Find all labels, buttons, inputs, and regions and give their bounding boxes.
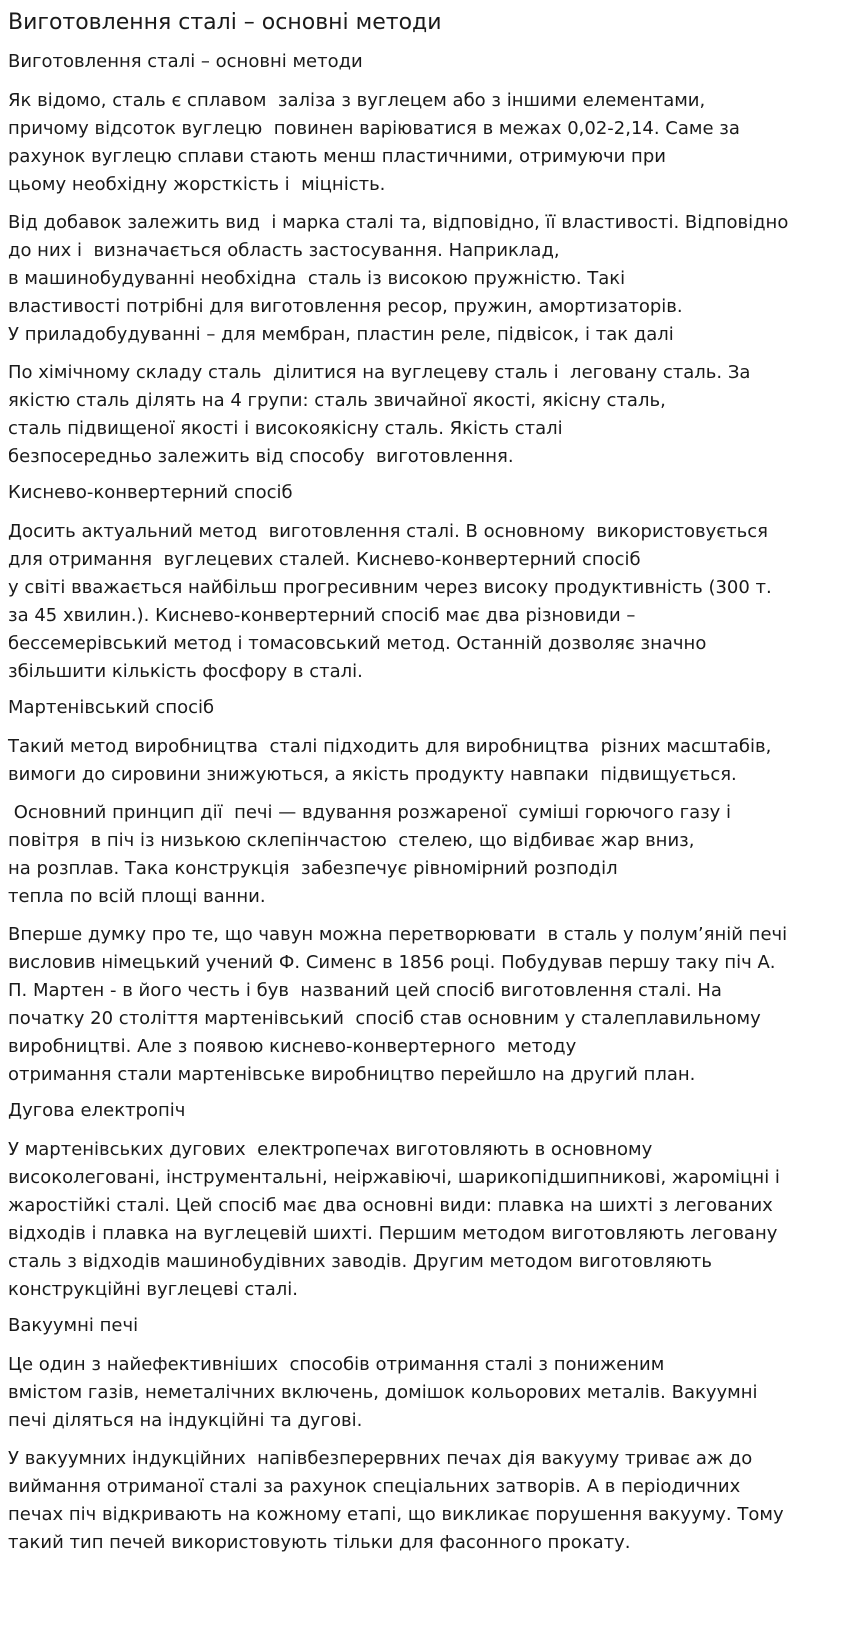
paragraph-line: причому відсоток вуглецю повинен варіюватися в межах 0,02-2,14. Саме за <box>8 118 740 139</box>
paragraph-line: за 45 хвилин.). Киснево-конвертерний спосіб має два різновиди – <box>8 605 636 626</box>
section-heading: Виготовлення сталі – основні методи <box>8 51 363 72</box>
section-heading: Вакуумні печі <box>8 1315 139 1336</box>
paragraph-line: для отримання вуглецевих сталей. Киснево-конвертерний спосіб <box>8 549 641 570</box>
paragraph-line: У приладобудуванні – для мембран, пластин реле, підвісок, і так далі <box>8 324 674 345</box>
paragraph-line: По хімічному складу сталь ділитися на вуглецеву сталь і леговану сталь. За <box>8 362 751 383</box>
paragraph-line: Це один з найефективніших способів отримання сталі з пониженим <box>8 1354 665 1375</box>
paragraph-line: цьому необхідну жорсткість і міцність. <box>8 174 386 195</box>
paragraph-line: виробництві. Але з появою киснево-конвертерного методу <box>8 1036 577 1057</box>
paragraph-line: властивості потрібні для виготовлення ресор, пружин, амортизаторів. <box>8 296 683 317</box>
paragraph <box>8 1351 839 1435</box>
paragraph-line: збільшити кількість фосфору в сталі. <box>8 661 363 682</box>
paragraph-line: у світі вважається найбільш прогресивним через високу продуктивність (300 т. <box>8 577 772 598</box>
paragraph-line: сталь підвищеної якості і високоякісну сталь. Якість сталі <box>8 418 563 439</box>
paragraph-line: відходів і плавка на вуглецевій шихті. Першим методом виготовляють леговану <box>8 1223 778 1244</box>
paragraph <box>8 1136 839 1304</box>
paragraph-line: в машинобудуванні необхідна сталь із високою пружністю. Такі <box>8 268 626 289</box>
paragraph-line: У мартенівських дугових електропечах виготовляють в основному <box>8 1139 653 1160</box>
article-body <box>8 50 839 1557</box>
paragraph-line: конструкційні вуглецеві сталі. <box>8 1279 299 1300</box>
paragraph-line: У вакуумних індукційних напівбезперервних печах дія вакууму триває аж до <box>8 1448 753 1469</box>
paragraph-line: Від добавок залежить вид і марка сталі та, відповідно, її властивості. Відповідно <box>8 212 789 233</box>
paragraph-line: печах піч відкривають на кожному етапі, що викликає порушення вакууму. Тому <box>8 1504 784 1525</box>
paragraph-line: тепла по всій площі ванни. <box>8 886 266 907</box>
paragraph-line: на розплав. Така конструкція забезпечує рівномірний розподіл <box>8 858 618 879</box>
section-heading: Мартенівський спосіб <box>8 697 215 718</box>
paragraph-line: бессемерівський метод і томасовський метод. Останній дозволяє значно <box>8 633 707 654</box>
paragraph-line: до них і визначається область застосування. Наприклад, <box>8 240 560 261</box>
paragraph-line: високолеговані, інструментальні, неіржавіючі, шарикопідшипникові, жароміцні і <box>8 1167 780 1188</box>
paragraph-line: Вперше думку про те, що чавун можна перетворювати в сталь у полум’яній печі <box>8 924 788 945</box>
paragraph-line: вмістом газів, неметалічних включень, домішок кольорових металів. Вакуумні <box>8 1382 758 1403</box>
paragraph <box>8 733 839 789</box>
paragraph-line: отримання стали мартенівське виробництво перейшло на другий план. <box>8 1064 696 1085</box>
paragraph <box>8 209 839 349</box>
paragraph-line: такий тип печей використовують тільки для фасонного прокату. <box>8 1532 631 1553</box>
page-title: Виготовлення сталі – основні методи <box>8 10 442 35</box>
paragraph-line: печі діляться на індукційні та дугові. <box>8 1410 363 1431</box>
paragraph <box>8 359 839 471</box>
paragraph-line: жаростійкі сталі. Цей спосіб має два основні види: плавка на шихті з легованих <box>8 1195 773 1216</box>
paragraph-line: безпосередньо залежить від способу виготовлення. <box>8 446 514 467</box>
paragraph-line: Такий метод виробництва сталі підходить для виробництва різних масштабів, <box>8 736 772 757</box>
paragraph-line: виймання отриманої сталі за рахунок спеціальних затворів. А в періодичних <box>8 1476 741 1497</box>
paragraph-line: початку 20 століття мартенівський спосіб став основним у сталеплавильному <box>8 1008 761 1029</box>
paragraph <box>8 87 839 199</box>
paragraph-line: рахунок вуглецю сплави стають менш пластичними, отримуючи при <box>8 146 666 167</box>
paragraph-line: Досить актуальний метод виготовлення сталі. В основному використовується <box>8 521 768 542</box>
paragraph-line: повітря в піч із низькою склепінчастою стелею, що відбиває жар вниз, <box>8 830 695 851</box>
paragraph <box>8 1445 839 1557</box>
paragraph <box>8 518 839 686</box>
paragraph <box>8 799 839 911</box>
section-heading: Дугова електропіч <box>8 1100 186 1121</box>
paragraph-line: сталь з відходів машинобудівних заводів. Другим методом виготовляють <box>8 1251 712 1272</box>
paragraph-line: Основний принцип дії печі — вдування розжареної суміші горючого газу і <box>8 802 732 823</box>
paragraph-line: вимоги до сировини знижуються, а якість продукту навпаки підвищується. <box>8 764 737 785</box>
paragraph-line: висловив німецький учений Ф. Сименс в 1856 році. Побудував першу таку піч А. <box>8 952 776 973</box>
paragraph <box>8 921 839 1089</box>
paragraph-line: Як відомо, сталь є сплавом заліза з вуглецем або з іншими елементами, <box>8 90 706 111</box>
paragraph-line: якістю сталь ділять на 4 групи: сталь звичайної якості, якісну сталь, <box>8 390 666 411</box>
paragraph-line: П. Мартен - в його честь і був названий цей спосіб виготовлення сталі. На <box>8 980 722 1001</box>
section-heading: Киснево-конвертерний спосіб <box>8 482 293 503</box>
